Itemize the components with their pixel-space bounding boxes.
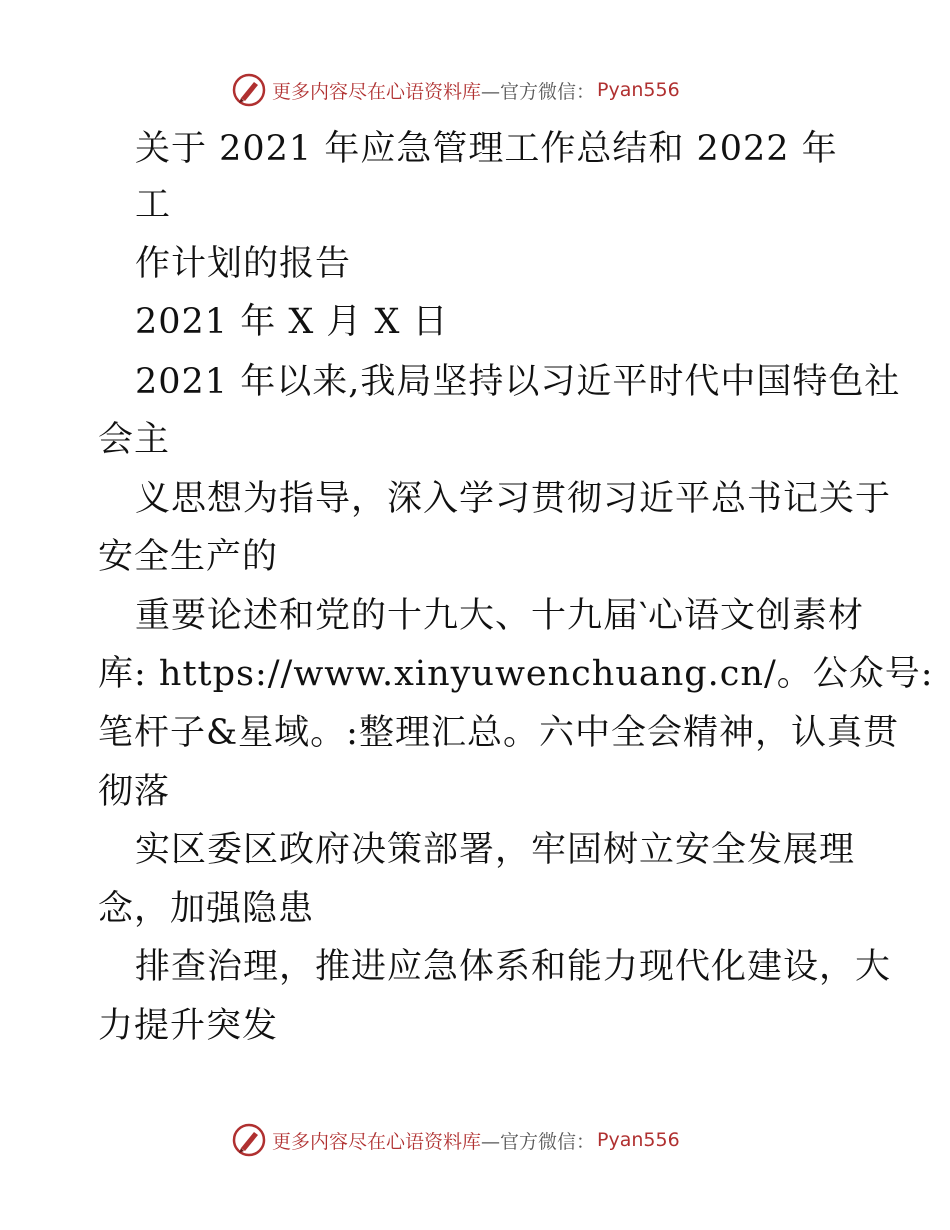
body-line: 义思想为指导，深入学习贯彻习近平总书记关于 [135, 479, 892, 519]
body-line: 念，加强隐患 [98, 889, 315, 929]
watermark-official: —官方微信： [481, 1130, 596, 1153]
body-line: 重要论述和党的十九大、十九届‵心语文创素材 [135, 596, 864, 636]
pen-logo-icon [232, 73, 266, 107]
watermark-text: 更多内容尽在心语资料库 [272, 1130, 482, 1153]
body-line: 安全生产的 [98, 537, 279, 577]
body-line: 彻落 [98, 772, 171, 812]
title-line-1: 关于 2021 年应急管理工作总结和 2022 年 [135, 129, 838, 169]
title-line-2: 工 [135, 185, 172, 225]
watermark-wechat-id: Pyan556 [597, 1129, 680, 1151]
watermark-wechat-id: Pyan556 [597, 79, 680, 101]
body-line: 会主 [98, 420, 171, 460]
watermark-footer [232, 1120, 712, 1160]
body-line: 2021 年以来,我局坚持以习近平时代中国特色社 [135, 362, 901, 402]
watermark-official: —官方微信： [481, 80, 596, 103]
pen-logo-icon [232, 1123, 266, 1157]
watermark-header [232, 70, 712, 110]
body-line: 力提升突发 [98, 1006, 279, 1046]
title-line-3: 作计划的报告 [135, 244, 352, 284]
body-line: 笔杆子&星域。:整理汇总。六中全会精神，认真贯 [98, 713, 899, 753]
watermark-text: 更多内容尽在心语资料库 [272, 80, 482, 103]
body-line: 实区委区政府决策部署，牢固树立安全发展理 [135, 830, 856, 870]
body-line: 排查治理，推进应急体系和能力现代化建设，大 [135, 947, 892, 987]
body-line: 库: https://www.xinyuwenchuang.cn/。公众号: [98, 654, 934, 694]
date-line: 2021 年 X 月 X 日 [135, 302, 449, 342]
